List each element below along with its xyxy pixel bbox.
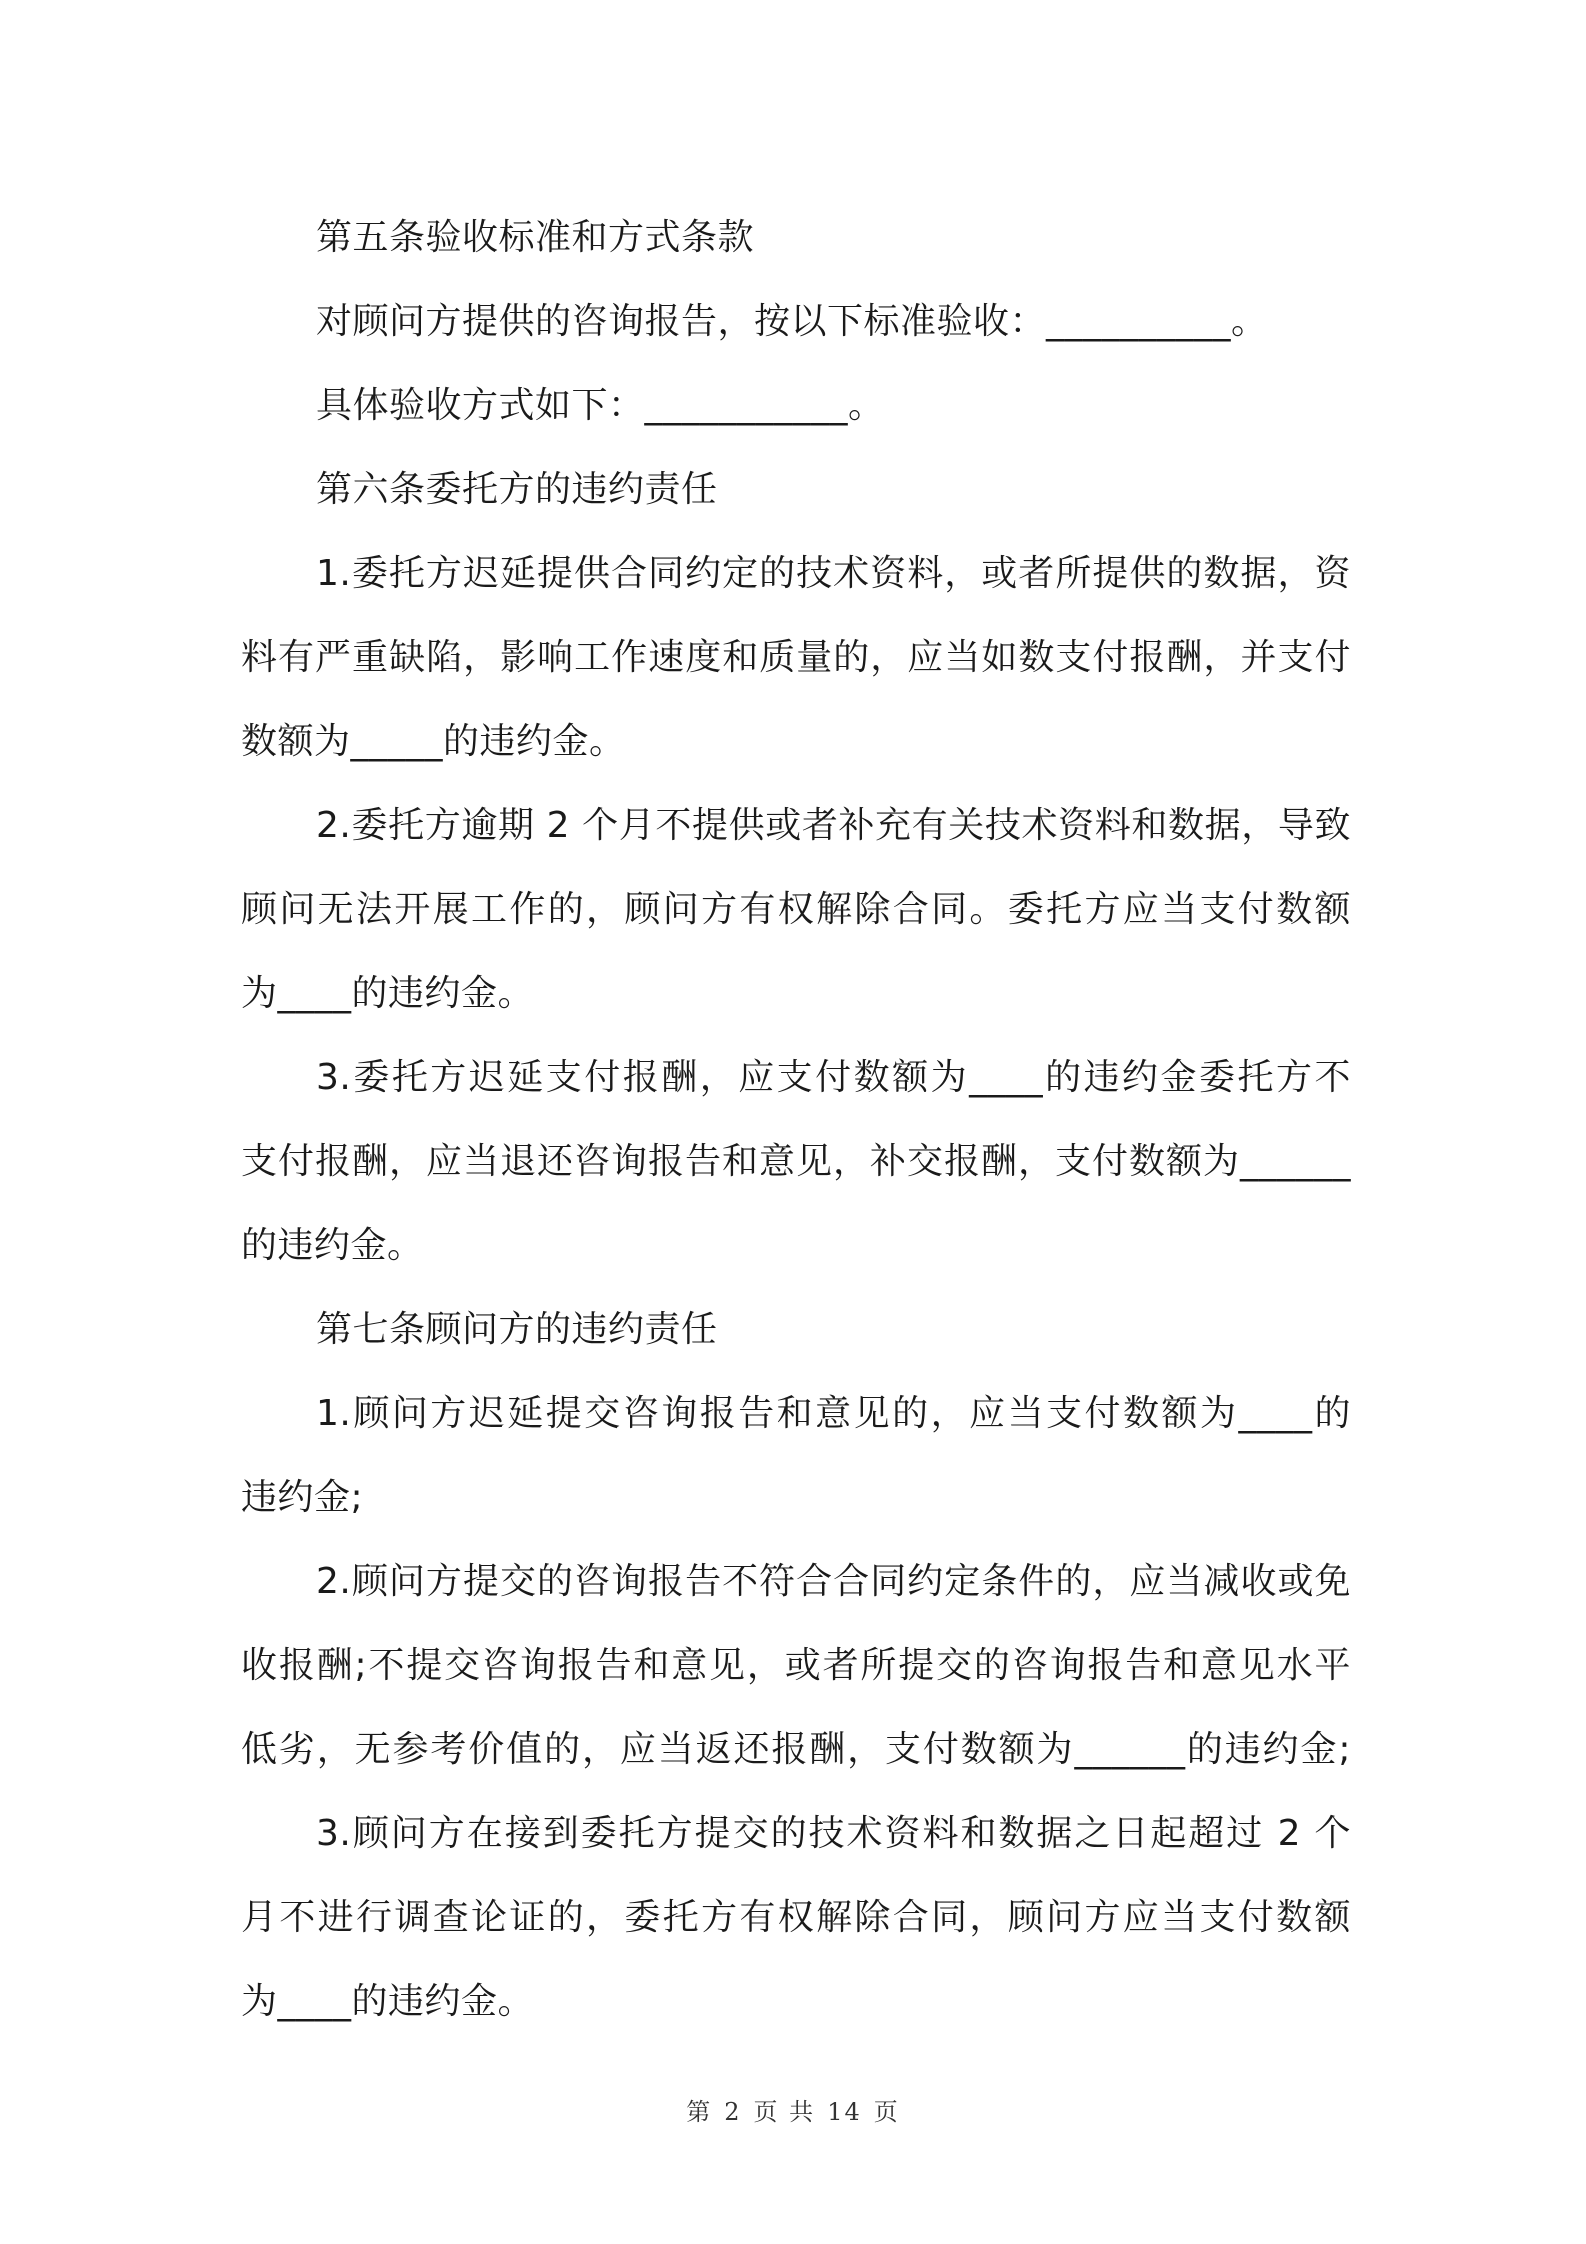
text-line: 第六条委托方的违约责任 — [316, 469, 718, 510]
text-line: 收报酬;不提交咨询报告和意见，或者所提交的咨询报告和意见水平 — [241, 1645, 1351, 1686]
text-line: 3.顾问方在接到委托方提交的技术资料和数据之日起超过 2 个 — [316, 1813, 1351, 1854]
footer-prefix: 第 — [686, 2098, 713, 2126]
text-line: 第七条顾问方的违约责任 — [316, 1309, 718, 1350]
text-line: 对顾问方提供的咨询报告，按以下标准验收：__________。 — [316, 301, 1268, 342]
text-line: 2.顾问方提交的咨询报告不符合合同约定条件的，应当减收或免 — [316, 1561, 1351, 1602]
text-line: 3.委托方迟延支付报酬，应支付数额为____的违约金委托方不 — [316, 1057, 1351, 1098]
footer-suffix: 页 — [873, 2098, 900, 2126]
footer-total-pages: 14 — [827, 2098, 862, 2126]
text-line: 的违约金。 — [241, 1225, 424, 1266]
text-line: 为____的违约金。 — [241, 973, 535, 1014]
text-line: 料有严重缺陷，影响工作速度和质量的，应当如数支付报酬，并支付 — [241, 637, 1351, 678]
text-line: 月不进行调查论证的，委托方有权解除合同，顾问方应当支付数额 — [241, 1897, 1351, 1938]
document-body — [241, 196, 1351, 2044]
footer-middle: 页 共 — [753, 2098, 816, 2126]
text-line: 1.顾问方迟延提交咨询报告和意见的，应当支付数额为____的 — [316, 1393, 1351, 1434]
text-line: 第五条验收标准和方式条款 — [316, 217, 755, 258]
text-line: 具体验收方式如下：___________。 — [316, 385, 885, 426]
text-line: 顾问无法开展工作的，顾问方有权解除合同。委托方应当支付数额 — [241, 889, 1351, 930]
text-line: 数额为_____的违约金。 — [241, 721, 626, 762]
text-line: 低劣，无参考价值的，应当返还报酬，支付数额为______的违约金; — [241, 1729, 1351, 1770]
text-line: 违约金; — [241, 1477, 364, 1518]
page-footer — [0, 2092, 1586, 2127]
text-line: 1.委托方迟延提供合同约定的技术资料，或者所提供的数据，资 — [316, 553, 1351, 594]
text-line: 2.委托方逾期 2 个月不提供或者补充有关技术资料和数据，导致 — [316, 805, 1351, 846]
text-line: 为____的违约金。 — [241, 1981, 535, 2022]
footer-current-page: 2 — [724, 2098, 742, 2126]
text-line: 支付报酬，应当退还咨询报告和意见，补交报酬，支付数额为______ — [241, 1141, 1351, 1182]
